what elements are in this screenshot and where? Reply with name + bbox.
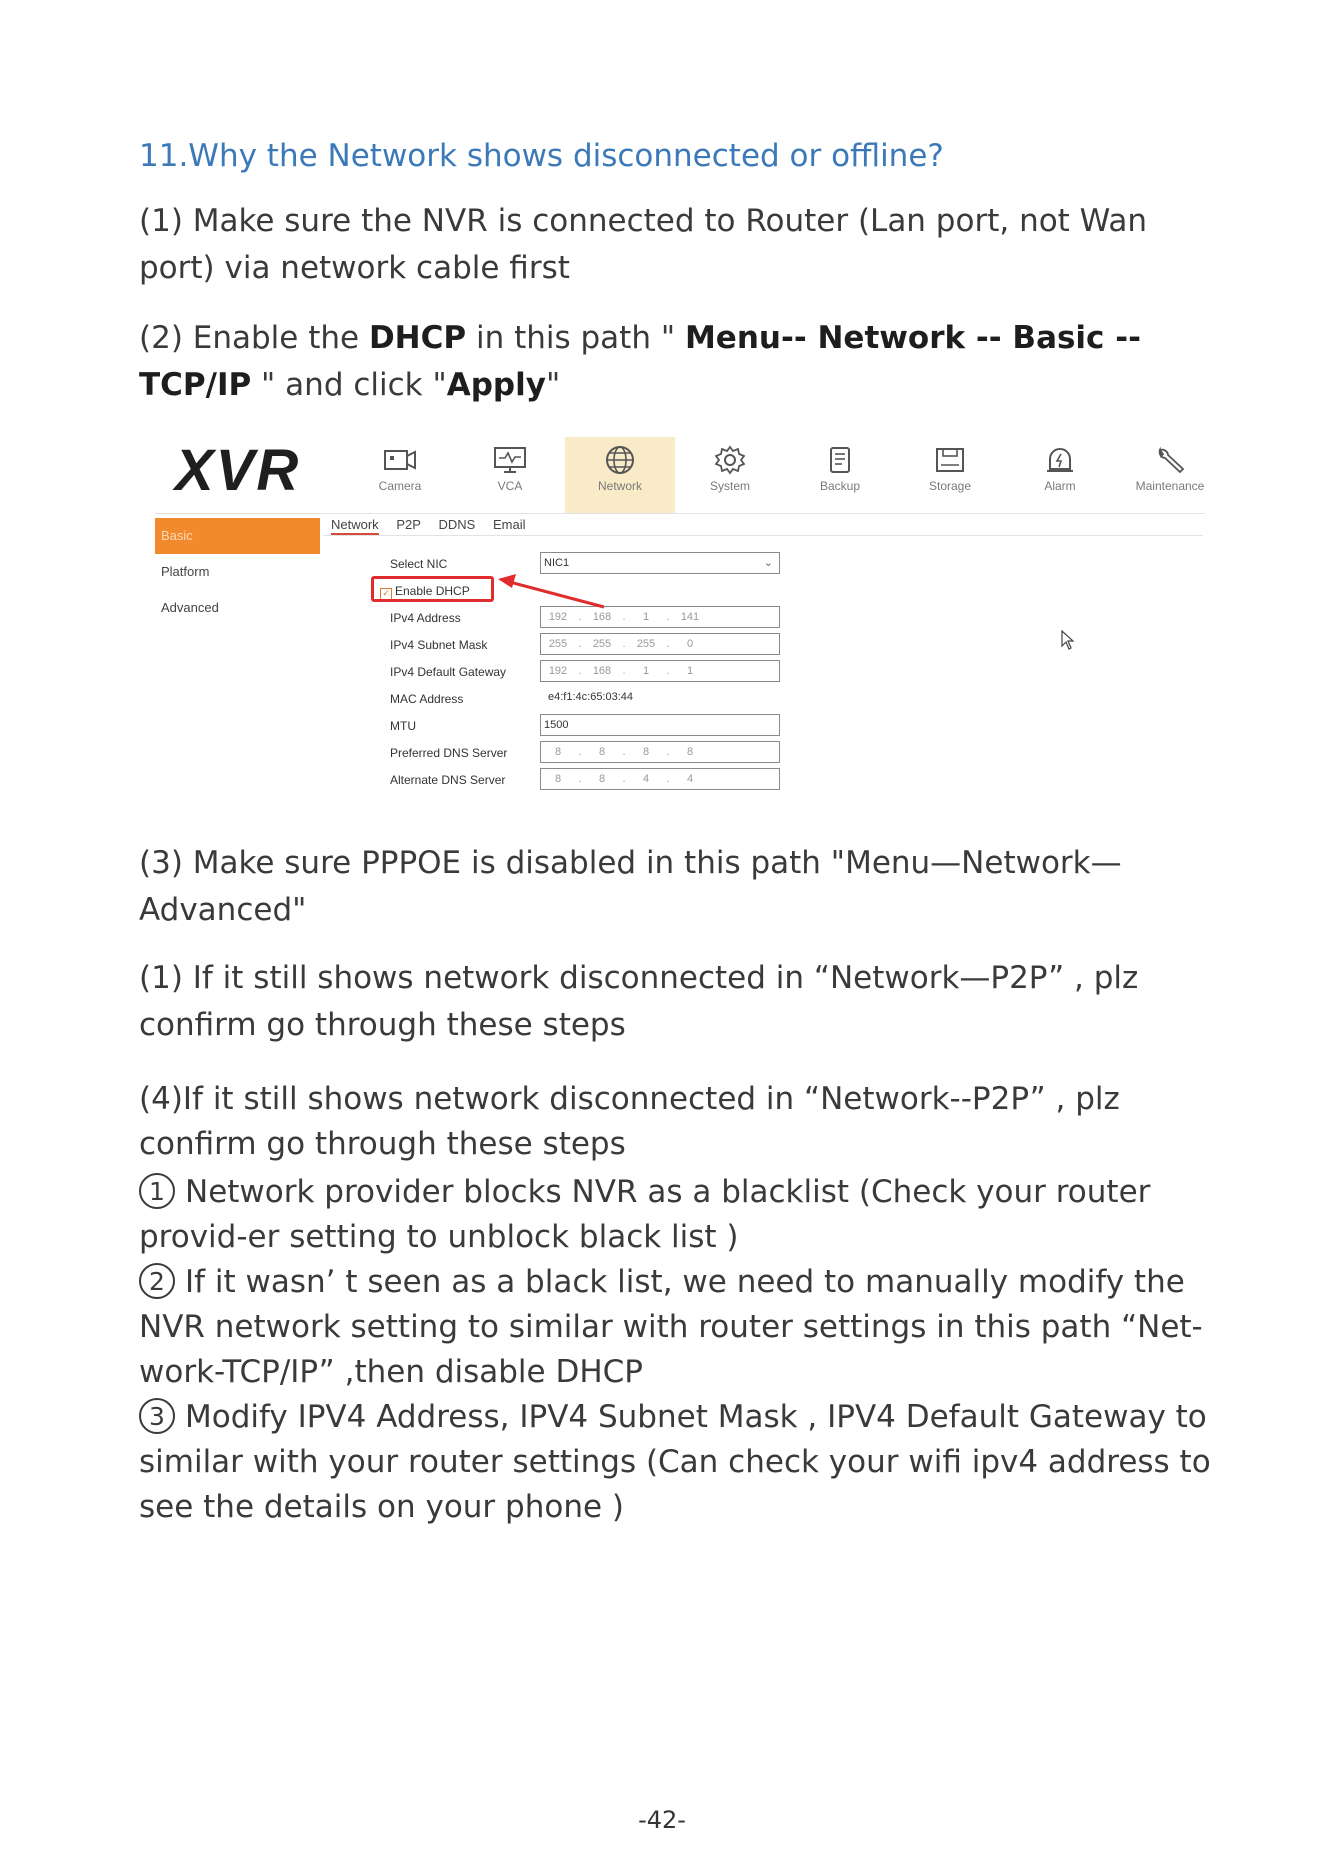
nav-divider	[155, 513, 1205, 514]
octet: 4	[642, 773, 650, 785]
step-2-pre: (2) Enable the	[139, 320, 369, 356]
sidebar	[155, 518, 320, 626]
octet: 8	[554, 773, 562, 785]
sub-tabs	[331, 517, 540, 535]
nav-system[interactable]	[675, 437, 785, 513]
nav-storage-label: Storage	[928, 479, 972, 493]
octet: 255	[592, 638, 612, 650]
tab-ddns[interactable]: DDNS	[438, 517, 476, 532]
red-arrow-icon	[494, 571, 614, 611]
dhcp-highlight-box	[371, 576, 494, 602]
step-2-path: Menu-- Network -- Basic --TCP/IP	[139, 320, 1141, 403]
octet: 255	[636, 638, 656, 650]
nav-maintenance-label: Maintenance	[1135, 479, 1205, 493]
nav-vca[interactable]	[455, 437, 565, 513]
nav-network[interactable]	[565, 437, 675, 513]
dot: .	[622, 746, 626, 758]
step-2-end: "	[545, 367, 561, 403]
octet: 168	[592, 611, 612, 623]
select-nic-value: NIC1	[544, 557, 570, 569]
nav-alarm[interactable]	[1005, 437, 1115, 513]
step-1: (1) Make sure the NVR is connected to Router (Lan port, not Wan port) via network cable first	[139, 203, 1147, 286]
octet: 255	[548, 638, 568, 650]
mtu-label: MTU	[390, 719, 416, 733]
nav-maintenance[interactable]	[1115, 437, 1225, 513]
substep-text: Modify IPV4 Address, IPV4 Subnet Mask , IPV4 Default Gateway to similar with your router settings (Can check your wifi ipv4 address to see the details on your phone )	[139, 1399, 1211, 1525]
substep-text: If it wasn’ t seen as a black list, we need to manually modify the NVR network setting to similar with router settings in this path “Net-work-TCP/IP” ,then disable DHCP	[139, 1264, 1203, 1390]
gateway-label: IPv4 Default Gateway	[390, 665, 507, 679]
dot: .	[578, 611, 582, 623]
step-2-apply: Apply	[446, 367, 546, 403]
subnet-mask-field[interactable]	[540, 633, 780, 655]
dot: .	[578, 638, 582, 650]
step-2-mid: in this path "	[466, 320, 685, 356]
pref-dns-field[interactable]	[540, 741, 780, 763]
wrench-icon	[1152, 445, 1188, 475]
octet: 141	[680, 611, 700, 623]
octet: 1	[642, 665, 650, 677]
dot: .	[578, 773, 582, 785]
octet: 1	[642, 611, 650, 623]
nav-camera[interactable]	[345, 437, 455, 513]
tab-p2p[interactable]: P2P	[396, 517, 421, 532]
xvr-logo: XVR	[175, 438, 301, 503]
step-4: (4)If it still shows network disconnected in “Network--P2P” , plz confirm go through these steps	[139, 1081, 1120, 1162]
substeps-list	[139, 1170, 1239, 1530]
page-title: 11.Why the Network shows disconnected or offline?	[139, 138, 944, 174]
mouse-cursor-icon	[1060, 630, 1076, 650]
chevron-down-icon: ⌄	[763, 557, 773, 569]
dot: .	[666, 665, 670, 677]
enable-dhcp-label: Enable DHCP	[395, 584, 470, 598]
camera-icon	[382, 445, 418, 475]
subnet-mask-label: IPv4 Subnet Mask	[390, 638, 488, 652]
dot: .	[666, 746, 670, 758]
step-2-post: " and click "	[251, 367, 447, 403]
substep-text: Network provider blocks NVR as a blacklist (Check your router provid-er setting to unblock black list )	[139, 1174, 1151, 1255]
backup-icon	[822, 445, 858, 475]
dot: .	[578, 665, 582, 677]
alarm-icon	[1042, 445, 1078, 475]
circled-number: 2	[139, 1263, 175, 1299]
step-2-dhcp: DHCP	[368, 320, 467, 356]
ipv4-address-label: IPv4 Address	[390, 611, 461, 625]
octet: 8	[642, 746, 650, 758]
top-nav	[345, 437, 1205, 513]
alt-dns-field[interactable]	[540, 768, 780, 790]
dot: .	[578, 746, 582, 758]
step-1b: (1) If it still shows network disconnected in “Network—P2P” , plz confirm go through these steps	[139, 960, 1139, 1043]
octet: 8	[598, 773, 606, 785]
octet: 1	[686, 665, 694, 677]
octet: 0	[686, 638, 694, 650]
nav-system-label: System	[709, 479, 750, 493]
alt-dns-label: Alternate DNS Server	[390, 773, 506, 787]
nav-camera-label: Camera	[378, 479, 422, 493]
nav-backup-label: Backup	[819, 479, 861, 493]
circled-number: 1	[139, 1173, 175, 1209]
dot: .	[666, 611, 670, 623]
nav-vca-label: VCA	[497, 479, 523, 493]
gear-icon	[712, 445, 748, 475]
sidebar-item-platform[interactable]: Platform	[161, 564, 210, 579]
step-3: (3) Make sure PPPOE is disabled in this path "Menu—Network— Advanced"	[139, 845, 1122, 928]
xvr-network-screenshot	[155, 437, 1205, 797]
step-2	[139, 315, 1229, 409]
octet: 8	[554, 746, 562, 758]
mac-label: MAC Address	[390, 692, 464, 706]
octet: 168	[592, 665, 612, 677]
octet: 192	[548, 611, 568, 623]
nav-alarm-label: Alarm	[1044, 479, 1076, 493]
circled-number: 3	[139, 1398, 175, 1434]
pref-dns-label: Preferred DNS Server	[390, 746, 508, 760]
substep-3	[139, 1395, 1239, 1530]
nav-backup[interactable]	[785, 437, 895, 513]
octet: 8	[598, 746, 606, 758]
page-number: -42-	[638, 1806, 686, 1834]
tab-network[interactable]: Network	[331, 517, 379, 535]
dhcp-checkbox-icon[interactable]: ✓	[380, 588, 392, 600]
dot: .	[622, 773, 626, 785]
select-nic-label: Select NIC	[390, 557, 448, 571]
storage-icon	[932, 445, 968, 475]
substep-1	[139, 1170, 1239, 1260]
sidebar-item-basic[interactable]: Basic	[155, 518, 320, 554]
gateway-field[interactable]	[540, 660, 780, 682]
dot: .	[666, 638, 670, 650]
dot: .	[622, 638, 626, 650]
substep-2	[139, 1260, 1239, 1395]
vca-monitor-icon	[492, 445, 528, 475]
globe-icon	[602, 445, 638, 475]
nav-storage[interactable]	[895, 437, 1005, 513]
octet: 4	[686, 773, 694, 785]
dot: .	[622, 611, 626, 623]
nav-network-label: Network	[597, 479, 642, 493]
dot: .	[666, 773, 670, 785]
mtu-field[interactable]: 1500	[540, 714, 780, 736]
octet: 192	[548, 665, 568, 677]
dot: .	[622, 665, 626, 677]
tab-email[interactable]: Email	[492, 517, 526, 532]
mac-value: e4:f1:4c:65:03:44	[548, 691, 634, 703]
sidebar-item-advanced[interactable]: Advanced	[161, 600, 219, 615]
octet: 8	[686, 746, 694, 758]
subtab-divider	[323, 535, 1203, 536]
